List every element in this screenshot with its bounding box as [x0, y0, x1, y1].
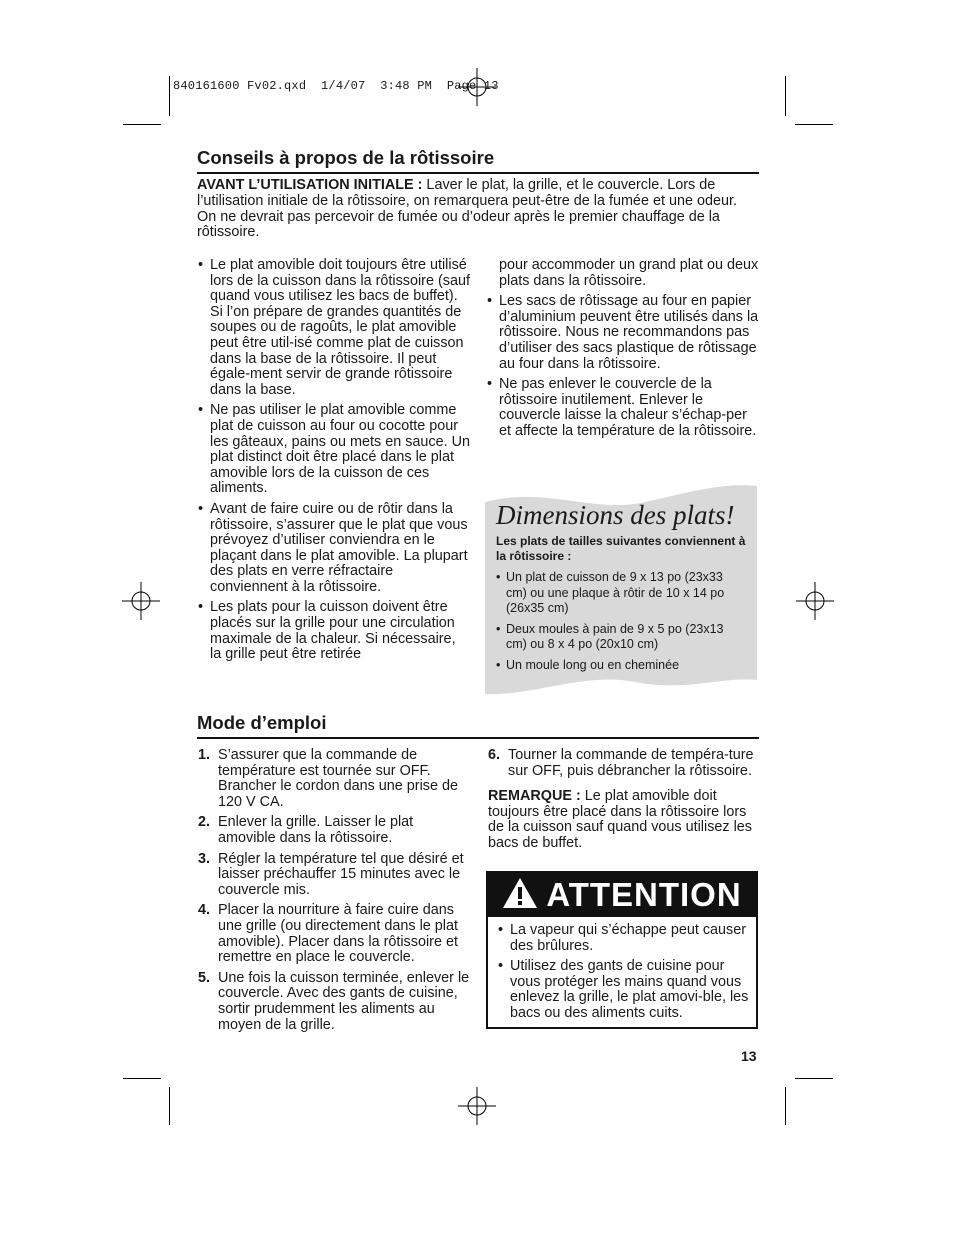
intro-paragraph: [197, 178, 759, 241]
registration-mark-icon: [122, 582, 160, 620]
dimensions-item: • Un moule long ou en cheminée: [496, 658, 746, 674]
remark-label: REMARQUE :: [488, 788, 581, 805]
step-number: 2.: [198, 814, 211, 831]
step-item: [198, 815, 470, 846]
step-item: [198, 748, 470, 810]
crop-mark: [785, 1087, 786, 1125]
warning-item: • La vapeur qui s’échappe peut causer des brûlures.: [498, 923, 753, 954]
step-number: 6.: [488, 747, 501, 763]
dimensions-subtitle: Les plats de tailles suivantes conviennent à la rôtissoire :: [496, 534, 746, 563]
attention-header: [488, 873, 756, 917]
remark-text: Le plat amovible doit toujours être placé dans la rôtissoire lors de la cuisson sauf quand vous utilisez les bacs de buffet.: [488, 788, 752, 851]
tip-item: • Le plat amovible doit toujours être utilisé lors de la cuisson dans la rôtissoire (sauf quand vous utilisez les bacs de buffet). Si l’on prépare de grandes quantités de soupes ou de ragoûts, le plat amovible peut être util-isé comme plat de cuisson dans la base de la rôtissoire. Il peut égale-ment servir de grande rôtissoire dans la base.: [198, 258, 470, 398]
crop-mark: [123, 1078, 161, 1079]
crop-mark: [795, 124, 833, 125]
step-item: [198, 903, 470, 965]
tip-continuation: pour accommoder un grand plat ou deux plats dans la rôtissoire.: [499, 257, 759, 289]
step-text: S’assurer que la commande de température est tournée sur OFF. Brancher le cordon dans une prise de 120 V CA.: [218, 747, 458, 810]
step-text: Enlever la grille. Laisser le plat amovible dans la rôtissoire.: [218, 814, 414, 846]
dimensions-title: Dimensions des plats!: [496, 500, 735, 530]
tip-item: • Les sacs de rôtissage au four en papier d’aluminium peuvent être utilisés dans la rôtissoire. Nous ne recommandons pas d’utiliser des sacs plastique de rôtissage au four dans la rôtissoire.: [487, 294, 759, 372]
tip-item: • Avant de faire cuire ou de rôtir dans la rôtissoire, s’assurer que le plat que vous prévoyez d’utiliser conviendra en le plaçant dans le plat amovible. La plupart des plats en verre réfractaire conviennent à la rôtissoire.: [198, 502, 470, 596]
section-divider: [197, 172, 759, 174]
registration-mark-icon: [458, 68, 496, 106]
page-number: 13: [741, 1048, 757, 1064]
file-slug: 840161600 Fv02.qxd 1/4/07 3:48 PM Page 13: [173, 79, 499, 93]
tip-item: • Ne pas enlever le couvercle de la rôtissoire inutilement. Enlever le couvercle laisse la chaleur s’échap-per et affecte la température de la rôtissoire.: [487, 377, 759, 439]
step-number: 5.: [198, 969, 211, 986]
registration-mark-icon: [458, 1087, 496, 1125]
tip-item: • Ne pas utiliser le plat amovible comme plat de cuisson au four ou cocotte pour les gâteaux, pains ou mets en sauce. Un plat distinct doit être placé dans le plat amovible lors de la cuisson de ces aliments.: [198, 403, 470, 497]
warning-item: • Utilisez des gants de cuisine pour vous protéger les mains quand vous enlevez la grille, le plat amovi-ble, les bacs ou des aliments cuits.: [498, 959, 753, 1021]
dimensions-item: • Deux moules à pain de 9 x 5 po (23x13 cm) ou 8 x 4 po (20x10 cm): [496, 622, 746, 653]
steps-left-column: [198, 748, 470, 1038]
steps-right-column: [488, 748, 760, 852]
step-item: [198, 852, 470, 899]
crop-mark: [123, 124, 161, 125]
crop-mark: [169, 76, 170, 116]
intro-text: Laver le plat, la grille, et le couvercle. Lors de l’utilisation initiale de la rôtissoire, on remarquera peut-être de la fumée et une odeur. On ne devrait pas percevoir de fumée ou d’odeur après le premier chauffage de la rôtissoire.: [197, 177, 737, 241]
section-divider: [197, 737, 759, 739]
attention-title: ATTENTION: [546, 876, 742, 913]
step-text: Une fois la cuisson terminée, enlever le couvercle. Avec des gants de cuisine, sortir prudemment les aliments au moyen de la grille.: [218, 969, 470, 1033]
crop-mark: [795, 1078, 833, 1079]
registration-mark-icon: [796, 582, 834, 620]
crop-mark: [785, 76, 786, 116]
step-number: 4.: [198, 902, 211, 919]
step-text: Régler la température tel que désiré et laisser préchauffer 15 minutes avec le couvercle mis.: [218, 850, 464, 898]
tips-left-column: [198, 258, 470, 668]
warning-triangle-icon: [502, 877, 538, 914]
step-text: Tourner la commande de tempéra-ture sur OFF, puis débrancher la rôtissoire.: [508, 747, 754, 779]
dimensions-item: • Un plat de cuisson de 9 x 13 po (23x33 cm) ou une plaque à rôtir de 10 x 14 po (26x35 cm): [496, 570, 746, 617]
crop-mark: [169, 1087, 170, 1125]
attention-warning-box: [486, 871, 758, 1029]
section-title-mode-emploi: Mode d’emploi: [197, 712, 327, 733]
tip-item: • Les plats pour la cuisson doivent être placés sur la grille pour une circulation maximale de la chaleur. Si nécessaire, la grille peut être retirée: [198, 600, 470, 662]
tips-right-column: [487, 258, 759, 445]
step-text: Placer la nourriture à faire cuire dans une grille (ou directement dans le plat amovible). Placer dans la rôtissoire et remettre en place le couvercle.: [218, 902, 458, 966]
remark-paragraph: [488, 789, 760, 851]
intro-label: AVANT L’UTILISATION INITIALE :: [197, 177, 423, 193]
step-item: [488, 748, 760, 779]
step-number: 1.: [198, 747, 211, 763]
step-number: 3.: [198, 850, 211, 867]
warning-list: [498, 923, 753, 1027]
section-title-conseils: Conseils à propos de la rôtissoire: [197, 147, 495, 168]
step-item: [198, 971, 470, 1033]
dimensions-callout: [496, 500, 746, 679]
